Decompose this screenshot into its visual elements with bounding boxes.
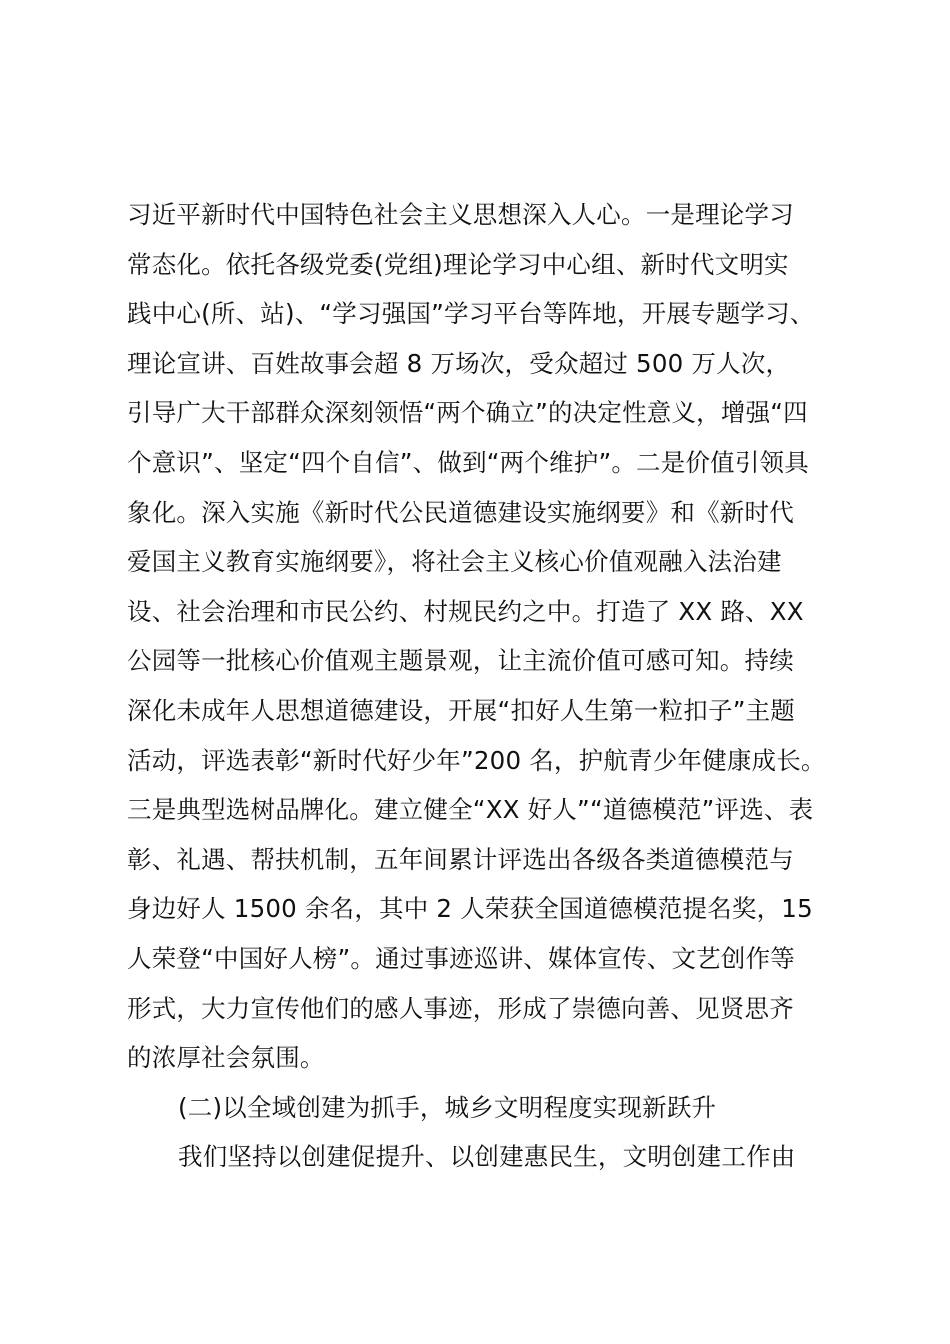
body-line-1: 习近平新时代中国特色社会主义思想深入人心。一是理论学习 (127, 200, 794, 229)
body-line-14: 彰、礼遇、帮扶机制，五年间累计评选出各级各类道德模范与 (127, 844, 794, 874)
body-line-16: 人荣登“中国好人榜”。通过事迹巡讲、媒体宣传、文艺创作等 (127, 943, 795, 973)
paragraph-first-line: 我们坚持以创建促提升、以创建惠民生，文明创建工作由 (178, 1142, 796, 1172)
section-heading: (二)以全域创建为抓手，城乡文明程度实现新跃升 (178, 1092, 717, 1122)
body-line-2: 常态化。依托各级党委(党组)理论学习中心组、新时代文明实 (127, 249, 789, 279)
body-line-11: 深化未成年人思想道德建设，开展“扣好人生第一粒扣子”主题 (127, 695, 795, 725)
body-line-15: 身边好人 1500 余名，其中 2 人荣获全国道德模范提名奖，15 (127, 894, 813, 924)
document-body (127, 190, 847, 1182)
body-line-12: 活动，评选表彰“新时代好少年”200 名，护航青少年健康成长。 (127, 745, 826, 775)
body-line-5: 引导广大干部群众深刻领悟“两个确立”的决定性意义，增强“四 (127, 398, 808, 428)
body-line-7: 象化。深入实施《新时代公民道德建设实施纲要》和《新时代 (127, 497, 794, 527)
body-line-13: 三是典型选树品牌化。建立健全“XX 好人”“道德模范”评选、表 (127, 795, 814, 825)
body-line-3: 践中心(所、站)、“学习强国”学习平台等阵地，开展专题学习、 (127, 299, 815, 329)
body-line-17: 形式，大力宣传他们的感人事迹，形成了崇德向善、见贤思齐 (127, 993, 794, 1023)
body-line-4: 理论宣讲、百姓故事会超 8 万场次，受众超过 500 万人次， (127, 348, 791, 378)
body-line-18: 的浓厚社会氛围。 (127, 1043, 325, 1073)
body-line-8: 爱国主义教育实施纲要》，将社会主义核心价值观融入法治建 (127, 547, 782, 577)
body-line-9: 设、社会治理和市民公约、村规民约之中。打造了 XX 路、XX (127, 596, 804, 626)
body-line-6: 个意识”、坚定“四个自信”、做到“两个维护”。二是价值引领具 (127, 447, 809, 477)
body-line-10: 公园等一批核心价值观主题景观，让主流价值可感可知。持续 (127, 646, 794, 676)
